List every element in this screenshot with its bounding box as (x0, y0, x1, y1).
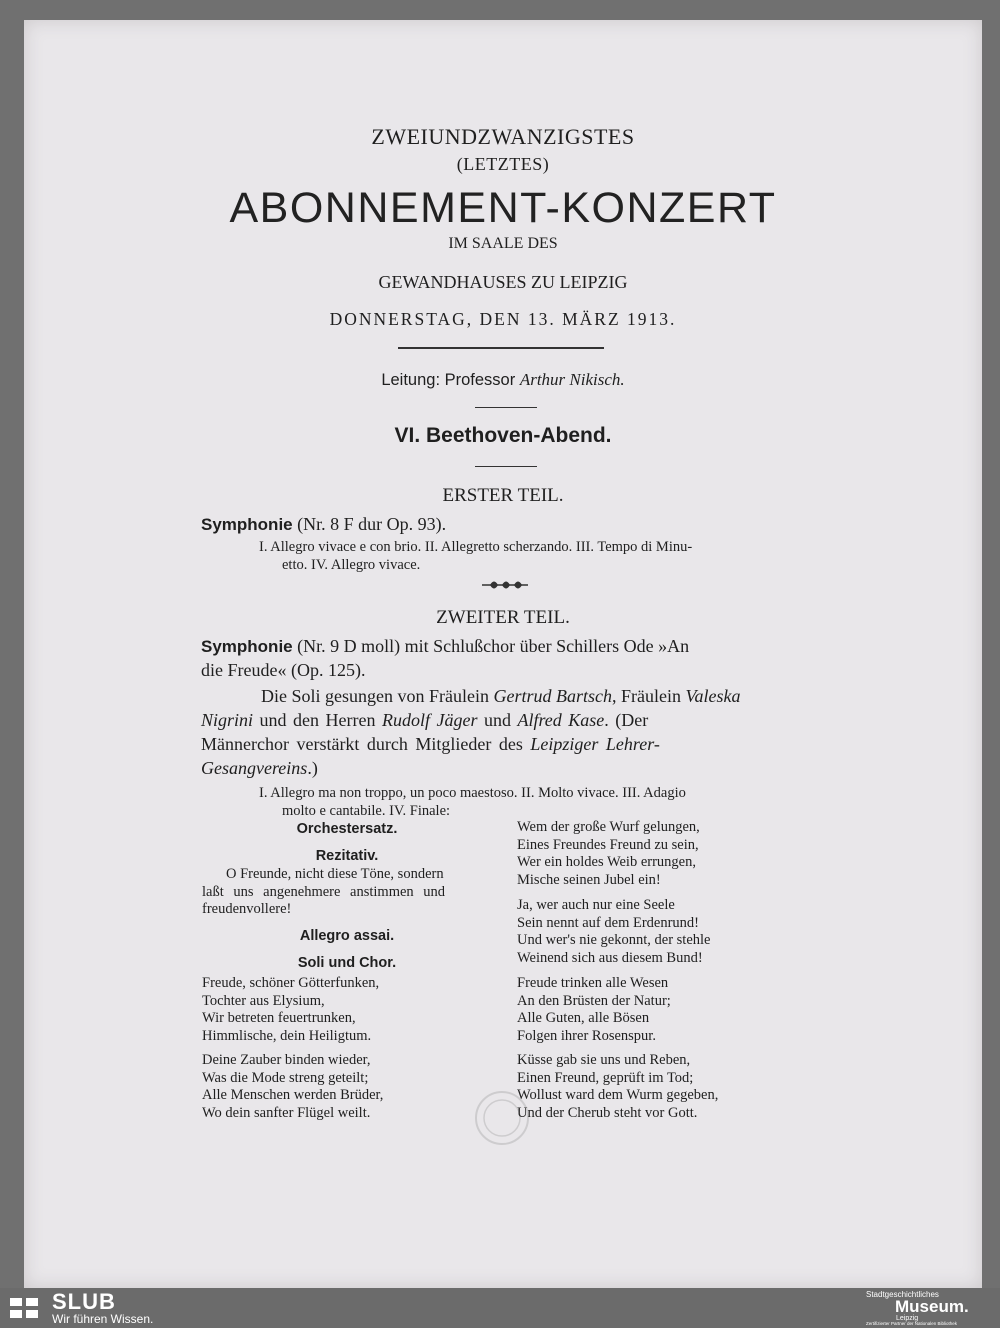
soloists-text: .) (307, 758, 318, 778)
soloist-name: Valeska (685, 686, 741, 706)
soloist-name: Gertrud Bartsch (493, 686, 612, 706)
part-2-work-line-2: die Freude« (Op. 125). (201, 660, 366, 680)
soloists-line-3 (201, 734, 660, 755)
recitative-line: laßt uns angenehmere anstimmen und (202, 883, 446, 900)
museum-city: Leipzig (896, 1315, 919, 1322)
soloists-text: . (Der (604, 710, 649, 730)
verse-line: Mische seinen Jubel ein! (517, 871, 661, 888)
verse-line: Eines Freundes Freund zu sein, (517, 836, 699, 853)
soloists-text: , Fräulein (611, 686, 686, 706)
library-stamp-icon (472, 1088, 532, 1148)
footer-bar (0, 1288, 1000, 1328)
recitative-line: freudenvollere! (202, 901, 292, 917)
work-details: (Nr. 9 D moll) mit Schlußchor über Schillers Ode »An (297, 636, 690, 656)
verse-line: Sein nennt auf dem Erdenrund! (517, 914, 700, 931)
verse-line: Wer ein holdes Weib errungen, (517, 854, 696, 870)
finale-heading-allegro: Allegro assai. (299, 928, 395, 944)
museum-label-small: Stadtgeschichtliches (866, 1290, 939, 1299)
slub-logo-text: SLUB (52, 1289, 116, 1314)
verse-line: Wir betreten feuertrunken, (202, 1010, 356, 1026)
verse-line: An den Brüsten der Natur; (517, 992, 671, 1009)
stanza-left-2 (202, 1052, 383, 1122)
museum-logo-text: Museum. (895, 1297, 969, 1316)
finale-heading-rezitativ: Rezitativ. (315, 848, 379, 864)
stanza-right-2 (517, 897, 710, 967)
part-1-movements-2: etto. IV. Allegro vivace. (282, 557, 421, 573)
recitative-text (202, 866, 492, 919)
verse-line: Alle Menschen werden Brüder, (202, 1087, 384, 1103)
program-sheet (24, 20, 982, 1288)
soloists-line-2 (201, 710, 648, 731)
part-2-movements-1: I. Allegro ma non troppo, un poco maestoso. II. Molto vivace. III. Adagio (259, 785, 686, 801)
stanza-left-1 (202, 975, 379, 1045)
divider-1 (475, 407, 537, 408)
work-type: Symphonie (201, 637, 293, 656)
concert-title: ABONNEMENT-KONZERT (229, 184, 777, 232)
verse-line: Wo dein sanfter Flügel weilt. (202, 1104, 371, 1121)
verse-line: Tochter aus Elysium, (202, 992, 325, 1009)
soloist-name: Alfred Kase (517, 710, 605, 730)
soloists-line-4 (201, 758, 318, 779)
recitative-line: O Freunde, nicht diese Töne, sondern (226, 866, 444, 882)
conductor-label: Leitung: Professor (381, 371, 516, 389)
verse-line: Wollust ward dem Wurm gegeben, (517, 1087, 719, 1103)
verse-line: Wem der große Wurf gelungen, (517, 819, 700, 835)
header-line-4: GEWANDHAUSES ZU LEIPZIG (378, 272, 628, 292)
header-line-3: IM SAALE DES (448, 235, 558, 252)
verse-line: Himmlische, dein Heiligtum. (202, 1027, 372, 1044)
verse-line: Ja, wer auch nur eine Seele (517, 897, 675, 913)
slub-tagline: Wir führen Wissen. (52, 1312, 154, 1326)
stanza-right-3 (517, 975, 671, 1045)
part-2-heading: ZWEITER TEIL. (436, 607, 570, 628)
part-1-heading: ERSTER TEIL. (442, 485, 564, 506)
header-line-1: ZWEIUNDZWANZIGSTES (371, 124, 635, 149)
verse-line: Freude, schöner Götterfunken, (202, 975, 380, 991)
part-2-work-line-1 (201, 636, 689, 657)
finale-heading-orchestersatz: Orchestersatz. (296, 821, 398, 837)
laurel-ornament-icon (480, 577, 530, 593)
divider-2 (475, 466, 537, 467)
finale-heading-soli: Soli und Chor. (297, 955, 397, 971)
evening-subtitle: VI. Beethoven-Abend. (394, 424, 612, 447)
soloists-text: und den Herren (253, 710, 382, 730)
verse-line: Küsse gab sie uns und Reben, (517, 1052, 691, 1068)
divider-ornament (398, 347, 604, 349)
conductor-name: Arthur Nikisch. (519, 370, 625, 389)
soloist-name: Rudolf Jäger (381, 710, 478, 730)
verse-line: Deine Zauber binden wieder, (202, 1052, 371, 1068)
soloists-text: und (477, 710, 518, 730)
soloists-line-1 (261, 686, 740, 707)
verse-line: Freude trinken alle Wesen (517, 975, 669, 991)
verse-line: Und wer's nie gekonnt, der stehle (517, 932, 711, 948)
choir-name: Gesangvereins (201, 758, 308, 778)
soloist-name: Nigrini (201, 710, 254, 730)
part-1-movements-1: I. Allegro vivace e con brio. II. Allegretto scherzando. III. Tempo di Minu- (259, 539, 693, 555)
slub-logo-icon (8, 1294, 44, 1322)
choir-name: Leipziger Lehrer- (530, 734, 660, 754)
verse-line: Folgen ihrer Rosenspur. (517, 1027, 656, 1044)
verse-line: Alle Guten, alle Bösen (517, 1010, 650, 1026)
soloists-text: Die Soli gesungen von Fräulein (261, 686, 494, 706)
verse-line: Weinend sich aus diesem Bund! (517, 949, 703, 966)
verse-line: Und der Cherub steht vor Gott. (517, 1104, 698, 1121)
part-2-movements-2: molto e cantabile. IV. Finale: (282, 803, 451, 819)
soloists-text: Männerchor verstärkt durch Mitglieder des (201, 734, 531, 754)
part-1-work (201, 514, 446, 535)
verse-line: Was die Mode streng geteilt; (202, 1069, 369, 1086)
header-line-2: (LETZTES) (456, 154, 550, 174)
work-type: Symphonie (201, 515, 293, 534)
verse-line: Einen Freund, geprüft im Tod; (517, 1069, 694, 1086)
museum-note: Zertifizierter Partner der Nationalen Bibliothek (866, 1321, 958, 1326)
work-details: (Nr. 8 F dur Op. 93). (297, 514, 447, 534)
stanza-right-1 (517, 819, 700, 889)
conductor-line (24, 370, 982, 390)
stanza-right-4 (517, 1052, 718, 1122)
concert-date: DONNERSTAG, DEN 13. MÄRZ 1913. (329, 309, 677, 329)
